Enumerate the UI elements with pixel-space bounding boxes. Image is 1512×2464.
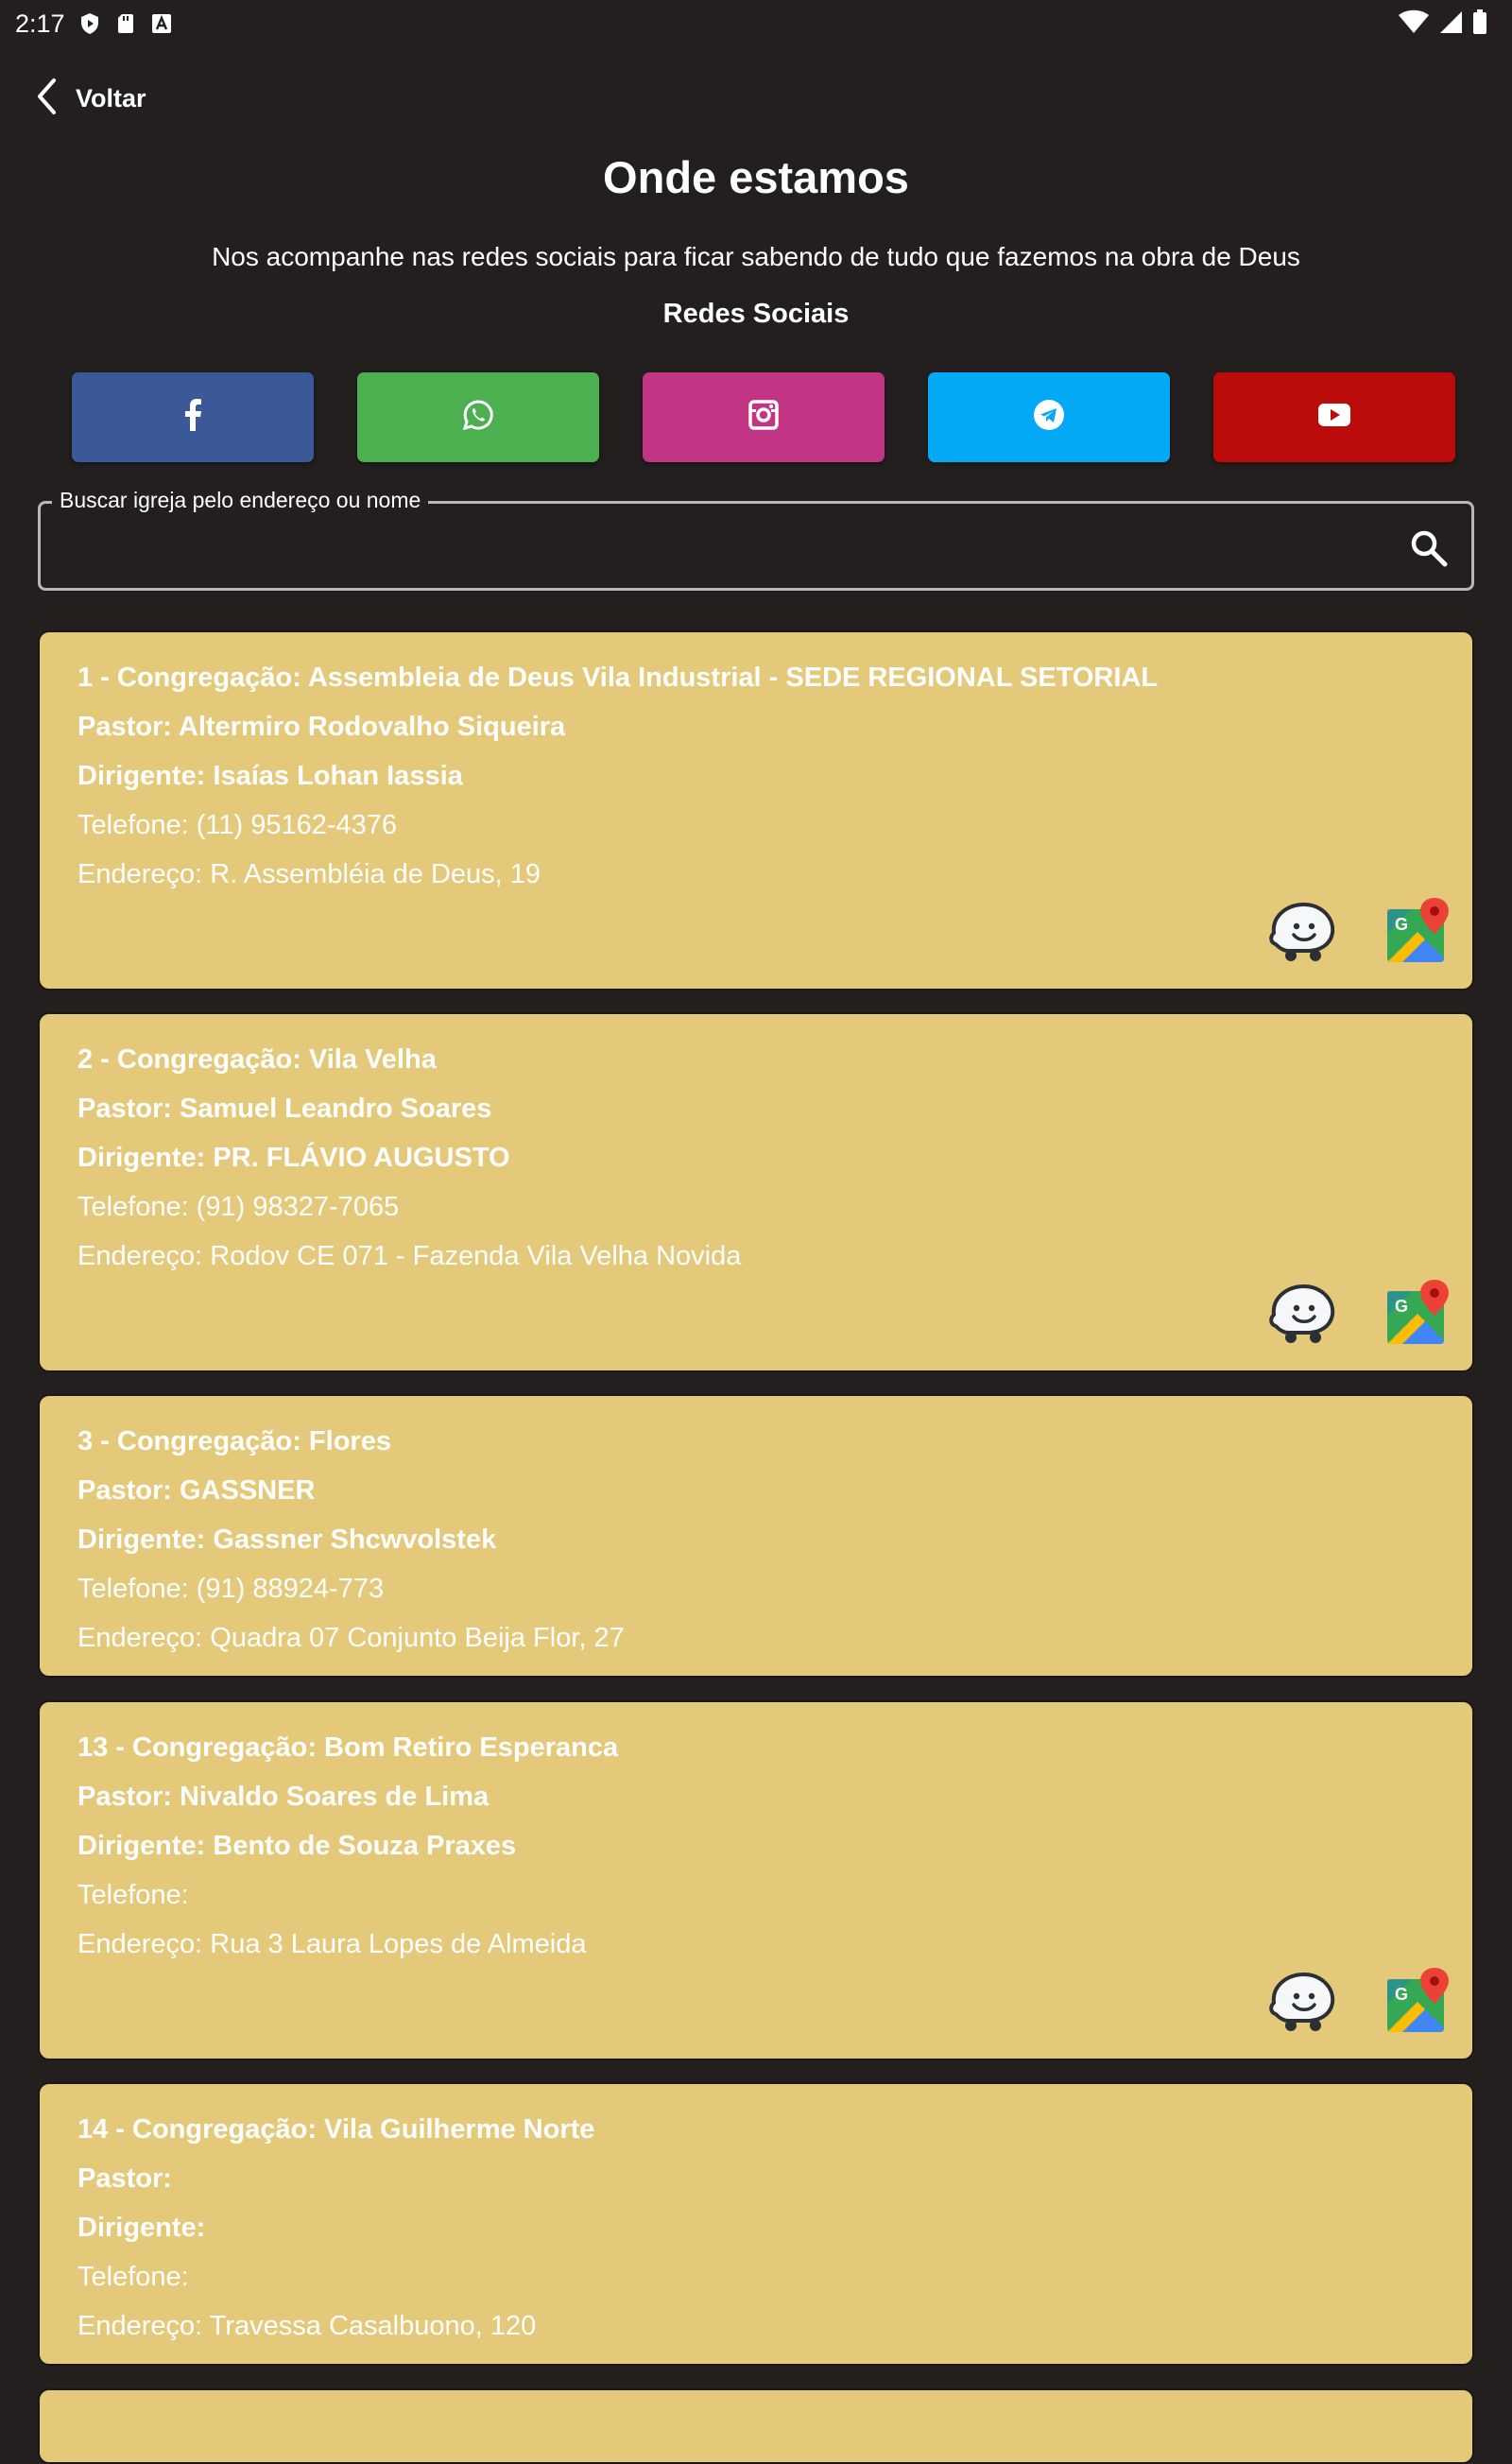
status-time: 2:17 [15, 9, 65, 38]
church-telefone: Telefone: [77, 1880, 189, 1910]
church-dirigente: Dirigente: [77, 2213, 206, 2243]
waze-icon[interactable] [1268, 898, 1336, 966]
search-label: Buscar igreja pelo endereço ou nome [52, 488, 428, 513]
church-endereco: Endereço: Travessa Casalbuono, 120 [77, 2311, 537, 2341]
church-dirigente: Dirigente: PR. FLÁVIO AUGUSTO [77, 1143, 510, 1173]
whatsapp-icon [462, 399, 494, 436]
search-field[interactable] [38, 488, 1474, 591]
church-telefone: Telefone: (91) 88924-773 [77, 1574, 385, 1604]
church-title: 1 - Congregação: Assembleia de Deus Vila Industrial - SEDE REGIONAL SETORIAL [77, 663, 1159, 693]
church-telefone: Telefone: (91) 98327-7065 [77, 1192, 400, 1222]
status-bar [0, 0, 1512, 47]
back-label: Voltar [76, 83, 146, 112]
wifi-icon [1399, 9, 1429, 39]
keyboard-a-icon [150, 12, 173, 35]
chevron-left-icon [36, 78, 57, 120]
youtube-icon [1318, 404, 1350, 431]
social-buttons [72, 372, 1455, 462]
church-endereco: Endereço: Quadra 07 Conjunto Beija Flor, 27 [77, 1623, 625, 1653]
google-maps-icon[interactable] [1383, 1280, 1452, 1348]
church-endereco: Endereço: Rodov CE 071 - Fazenda Vila Velha Novida [77, 1241, 742, 1271]
church-pastor: Pastor: [77, 2163, 172, 2194]
church-card [38, 630, 1474, 991]
telegram-icon [1033, 399, 1065, 436]
church-pastor: Pastor: GASSNER [77, 1475, 316, 1506]
social-heading: Redes Sociais [662, 299, 850, 329]
church-card [38, 1012, 1474, 1372]
church-title: 13 - Congregação: Bom Retiro Esperanca [77, 1732, 619, 1763]
church-pastor: Pastor: Samuel Leandro Soares [77, 1094, 492, 1124]
search-input[interactable] [60, 521, 1364, 572]
instagram-button[interactable] [643, 372, 885, 462]
church-card-partial [38, 2388, 1474, 2464]
church-telefone: Telefone: [77, 2262, 189, 2292]
church-title: 2 - Congregação: Vila Velha [77, 1044, 437, 1075]
church-card [38, 1394, 1474, 1678]
waze-icon[interactable] [1268, 1968, 1336, 2036]
signal-icon [1438, 9, 1463, 39]
page-title: Onde estamos [603, 152, 909, 202]
facebook-icon [183, 399, 202, 436]
church-card [38, 2082, 1474, 2366]
church-pastor: Pastor: Nivaldo Soares de Lima [77, 1782, 490, 1812]
church-dirigente: Dirigente: Isaías Lohan Iassia [77, 761, 463, 791]
google-maps-icon[interactable] [1383, 898, 1452, 966]
shield-play-icon [78, 12, 101, 35]
instagram-icon [748, 400, 779, 435]
battery-icon [1472, 9, 1487, 39]
google-maps-icon[interactable] [1383, 1968, 1452, 2036]
svg-text:G: G [1395, 915, 1409, 934]
facebook-button[interactable] [72, 372, 314, 462]
sd-card-icon [114, 12, 137, 35]
whatsapp-button[interactable] [357, 372, 599, 462]
back-button[interactable] [36, 78, 146, 119]
youtube-button[interactable] [1213, 372, 1455, 462]
page-subtitle: Nos acompanhe nas redes sociais para ficar sabendo de tudo que fazemos na obra de Deus [212, 242, 1300, 271]
svg-text:G: G [1395, 1985, 1409, 2004]
church-pastor: Pastor: Altermiro Rodovalho Siqueira [77, 712, 566, 742]
church-endereco: Endereço: R. Assembléia de Deus, 19 [77, 859, 541, 889]
svg-text:G: G [1395, 1297, 1409, 1316]
church-dirigente: Dirigente: Gassner Shcwvolstek [77, 1525, 497, 1555]
church-dirigente: Dirigente: Bento de Souza Praxes [77, 1831, 517, 1861]
church-title: 3 - Congregação: Flores [77, 1426, 391, 1456]
church-title: 14 - Congregação: Vila Guilherme Norte [77, 2114, 595, 2145]
waze-icon[interactable] [1268, 1280, 1336, 1348]
church-endereco: Endereço: Rua 3 Laura Lopes de Almeida [77, 1929, 587, 1959]
search-icon[interactable] [1409, 528, 1449, 568]
telegram-button[interactable] [928, 372, 1170, 462]
church-telefone: Telefone: (11) 95162-4376 [77, 810, 398, 840]
church-card [38, 1700, 1474, 2060]
